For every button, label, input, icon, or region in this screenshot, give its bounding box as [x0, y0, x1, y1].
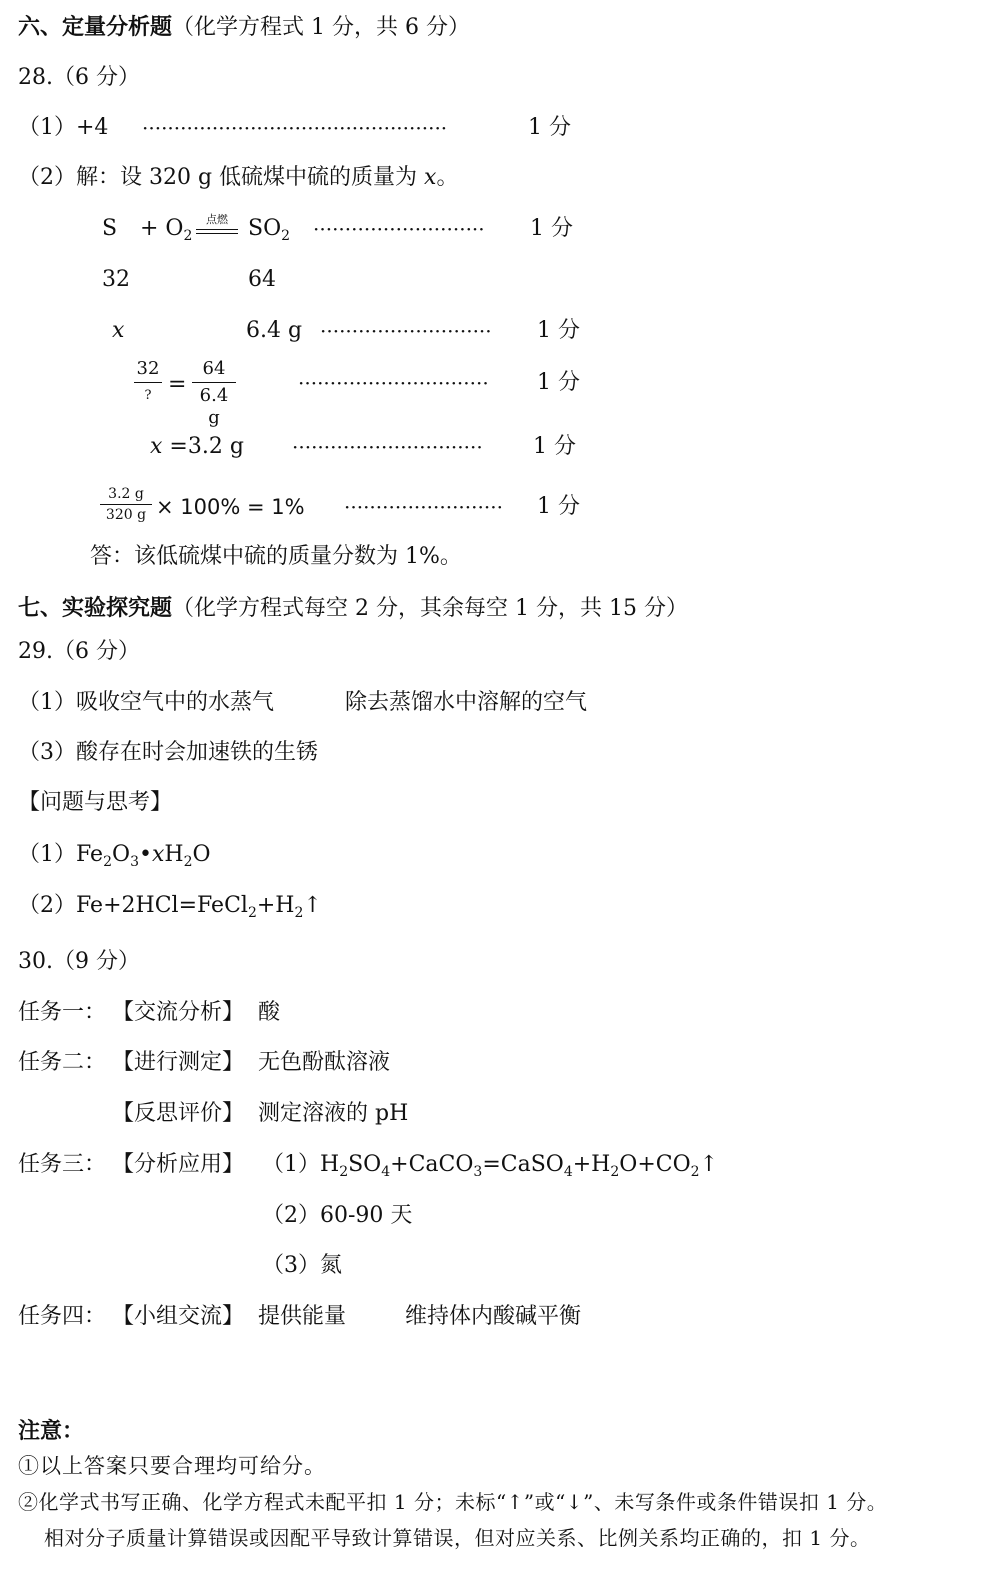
eq-dots: ···························	[313, 217, 485, 241]
q28-part2-text-b: 。	[436, 165, 459, 190]
q29-line3: （3）酸存在时会加速铁的生锈	[18, 740, 318, 765]
eq-condition	[196, 214, 238, 234]
task3-tag: 【分析应用】	[112, 1152, 245, 1177]
t2-sub1: 2	[247, 905, 257, 921]
mass-so2: 64	[248, 267, 276, 292]
eq-oxygen-sub: 2	[183, 228, 193, 244]
task2-label: 任务二：	[18, 1050, 107, 1075]
eq-condition-text: 点燃	[206, 213, 228, 226]
t1-sub3: 2	[183, 854, 193, 870]
up-arrow-icon: ↑	[699, 1152, 718, 1177]
task3-answer-1	[262, 1150, 718, 1187]
t31-b: +CaCO	[390, 1152, 474, 1177]
eq-sulfur-dioxide	[248, 214, 290, 251]
result-dots: ······························	[292, 435, 483, 459]
q30-heading: 30.（9 分）	[18, 949, 140, 974]
unknown-x: x	[112, 318, 125, 343]
notes-item-2: ②化学式书写正确、化学方程式未配平扣 1 分；未标“↑”或“↓”、未写条件或条件错误扣 1 分。	[18, 1490, 888, 1514]
notes-item-3: 相对分子质量计算错误或因配平导致计算错误，但对应关系、比例关系均正确的，扣 1 分。	[44, 1526, 871, 1550]
percent-bar	[100, 504, 152, 505]
t31-c: =CaSO	[482, 1152, 564, 1177]
q29-line1a: （1）吸收空气中的水蒸气	[18, 690, 274, 715]
percent-fraction	[100, 486, 152, 522]
x-line-score: 1 分	[537, 318, 580, 343]
task1-tag: 【交流分析】	[112, 1000, 245, 1025]
fraction-right-bar	[192, 382, 236, 383]
q29-line1b: 除去蒸馏水中溶解的空气	[345, 690, 588, 715]
t1-pre: （1）Fe	[18, 842, 104, 867]
t31-s4: 4	[563, 1164, 573, 1180]
q29-think-heading: 【问题与思考】	[18, 790, 173, 815]
result-value: =3.2 g	[162, 434, 244, 459]
t31-a: SO	[348, 1152, 382, 1177]
percent-expression: × 100% = 1%	[156, 495, 305, 519]
task3-label: 任务三：	[18, 1152, 107, 1177]
mass-sulfur: 32	[102, 267, 130, 292]
q28-part2-variable: x	[424, 165, 437, 190]
t31-d: +H	[572, 1152, 611, 1177]
task2-answer: 无色酚酞溶液	[258, 1050, 391, 1075]
t31-s3: 3	[473, 1164, 483, 1180]
section-7-heading	[18, 593, 688, 624]
t1-sub1: 2	[103, 854, 113, 870]
percent-num: 3.2 g	[108, 486, 144, 502]
task4-answer-a: 提供能量	[258, 1304, 347, 1329]
t31-s1: 2	[339, 1164, 349, 1180]
eq-condition-bar-1	[196, 229, 238, 230]
t2-sub2: 2	[294, 905, 304, 921]
section-6-note: （化学方程式 1 分，共 6 分）	[172, 15, 470, 40]
so2-mass-value: 6.4 g	[246, 318, 303, 343]
q28-answer: 答：该低硫煤中硫的质量分数为 1%。	[90, 544, 462, 569]
eq-condition-bar-2	[196, 233, 238, 234]
eq-oxygen-text: + O	[140, 216, 184, 241]
percent-score: 1 分	[537, 494, 580, 519]
fraction-dots: ······························	[298, 371, 489, 395]
task2b-tag: 【反思评价】	[112, 1101, 245, 1126]
q28-part2-text-a: （2）解：设 320 g 低硫煤中硫的质量为	[18, 165, 425, 190]
result-line	[150, 432, 244, 462]
task3-answer-3: （3）氮	[262, 1253, 342, 1278]
fraction-left	[134, 358, 162, 407]
t31-s6: 2	[690, 1164, 700, 1180]
t31-s2: 4	[381, 1164, 391, 1180]
fraction-score: 1 分	[537, 370, 580, 395]
notes-title: 注意：	[18, 1418, 85, 1444]
eq-oxygen	[140, 214, 192, 251]
q28-part2-intro	[18, 163, 458, 193]
fraction-left-den: ?	[144, 388, 152, 403]
task4-answer-b: 维持体内酸碱平衡	[405, 1304, 582, 1329]
up-arrow-icon: ↑	[303, 893, 322, 918]
fraction-right	[192, 358, 236, 429]
task3-answer-2: （2）60-90 天	[262, 1203, 413, 1228]
task4-tag: 【小组交流】	[112, 1304, 245, 1329]
fraction-right-den: 6.4 g	[199, 385, 229, 428]
eq-sulfur: S	[102, 216, 118, 241]
t2-pre: （2）Fe+2HCl=FeCl	[18, 893, 248, 918]
task4-label: 任务四：	[18, 1304, 107, 1329]
section-6-title: 六、定量分析题	[18, 14, 173, 40]
t1-o: O	[192, 842, 211, 867]
t2-h: +H	[256, 893, 295, 918]
fraction-equals: =	[168, 372, 187, 397]
eq-score: 1 分	[530, 216, 573, 241]
t1-mid: O	[112, 842, 131, 867]
section-7-note: （化学方程式每空 2 分，其余每空 1 分，共 15 分）	[172, 596, 688, 621]
percent-den: 320 g	[105, 507, 147, 522]
percent-dots: ·························	[344, 495, 503, 519]
q28-heading: 28.（6 分）	[18, 65, 140, 90]
q28-part1-dots: ················································	[142, 116, 448, 140]
x-line-dots: ···························	[320, 319, 492, 343]
eq-so-sub: 2	[281, 228, 291, 244]
task1-answer: 酸	[258, 1000, 281, 1025]
q28-part1-score: 1 分	[528, 115, 571, 140]
fraction-right-num: 64	[202, 358, 226, 379]
section-6-heading	[18, 12, 470, 43]
t31-e: O+CO	[619, 1152, 691, 1177]
fraction-left-num: 32	[136, 358, 160, 379]
t31-pre: （1）H	[262, 1152, 340, 1177]
result-variable: x	[150, 434, 163, 459]
q28-part1-label: （1）+4	[18, 115, 109, 140]
notes-item-1: ①以上答案只要合理均可给分。	[18, 1454, 326, 1478]
eq-so-text: SO	[248, 216, 282, 241]
q29-think-2	[18, 891, 322, 928]
q29-heading: 29.（6 分）	[18, 639, 140, 664]
t1-sub2: 3	[130, 854, 139, 870]
task1-label: 任务一：	[18, 1000, 107, 1025]
result-score: 1 分	[533, 434, 576, 459]
fraction-left-bar	[134, 382, 162, 383]
task2b-answer: 测定溶液的 pH	[258, 1101, 409, 1126]
t1-h: H	[164, 842, 184, 867]
t1-dot: •	[138, 842, 152, 867]
q29-think-1	[18, 840, 211, 877]
t1-x: x	[151, 842, 165, 867]
task2-tag: 【进行测定】	[112, 1050, 245, 1075]
t31-s5: 2	[610, 1164, 620, 1180]
section-7-title: 七、实验探究题	[18, 595, 173, 621]
